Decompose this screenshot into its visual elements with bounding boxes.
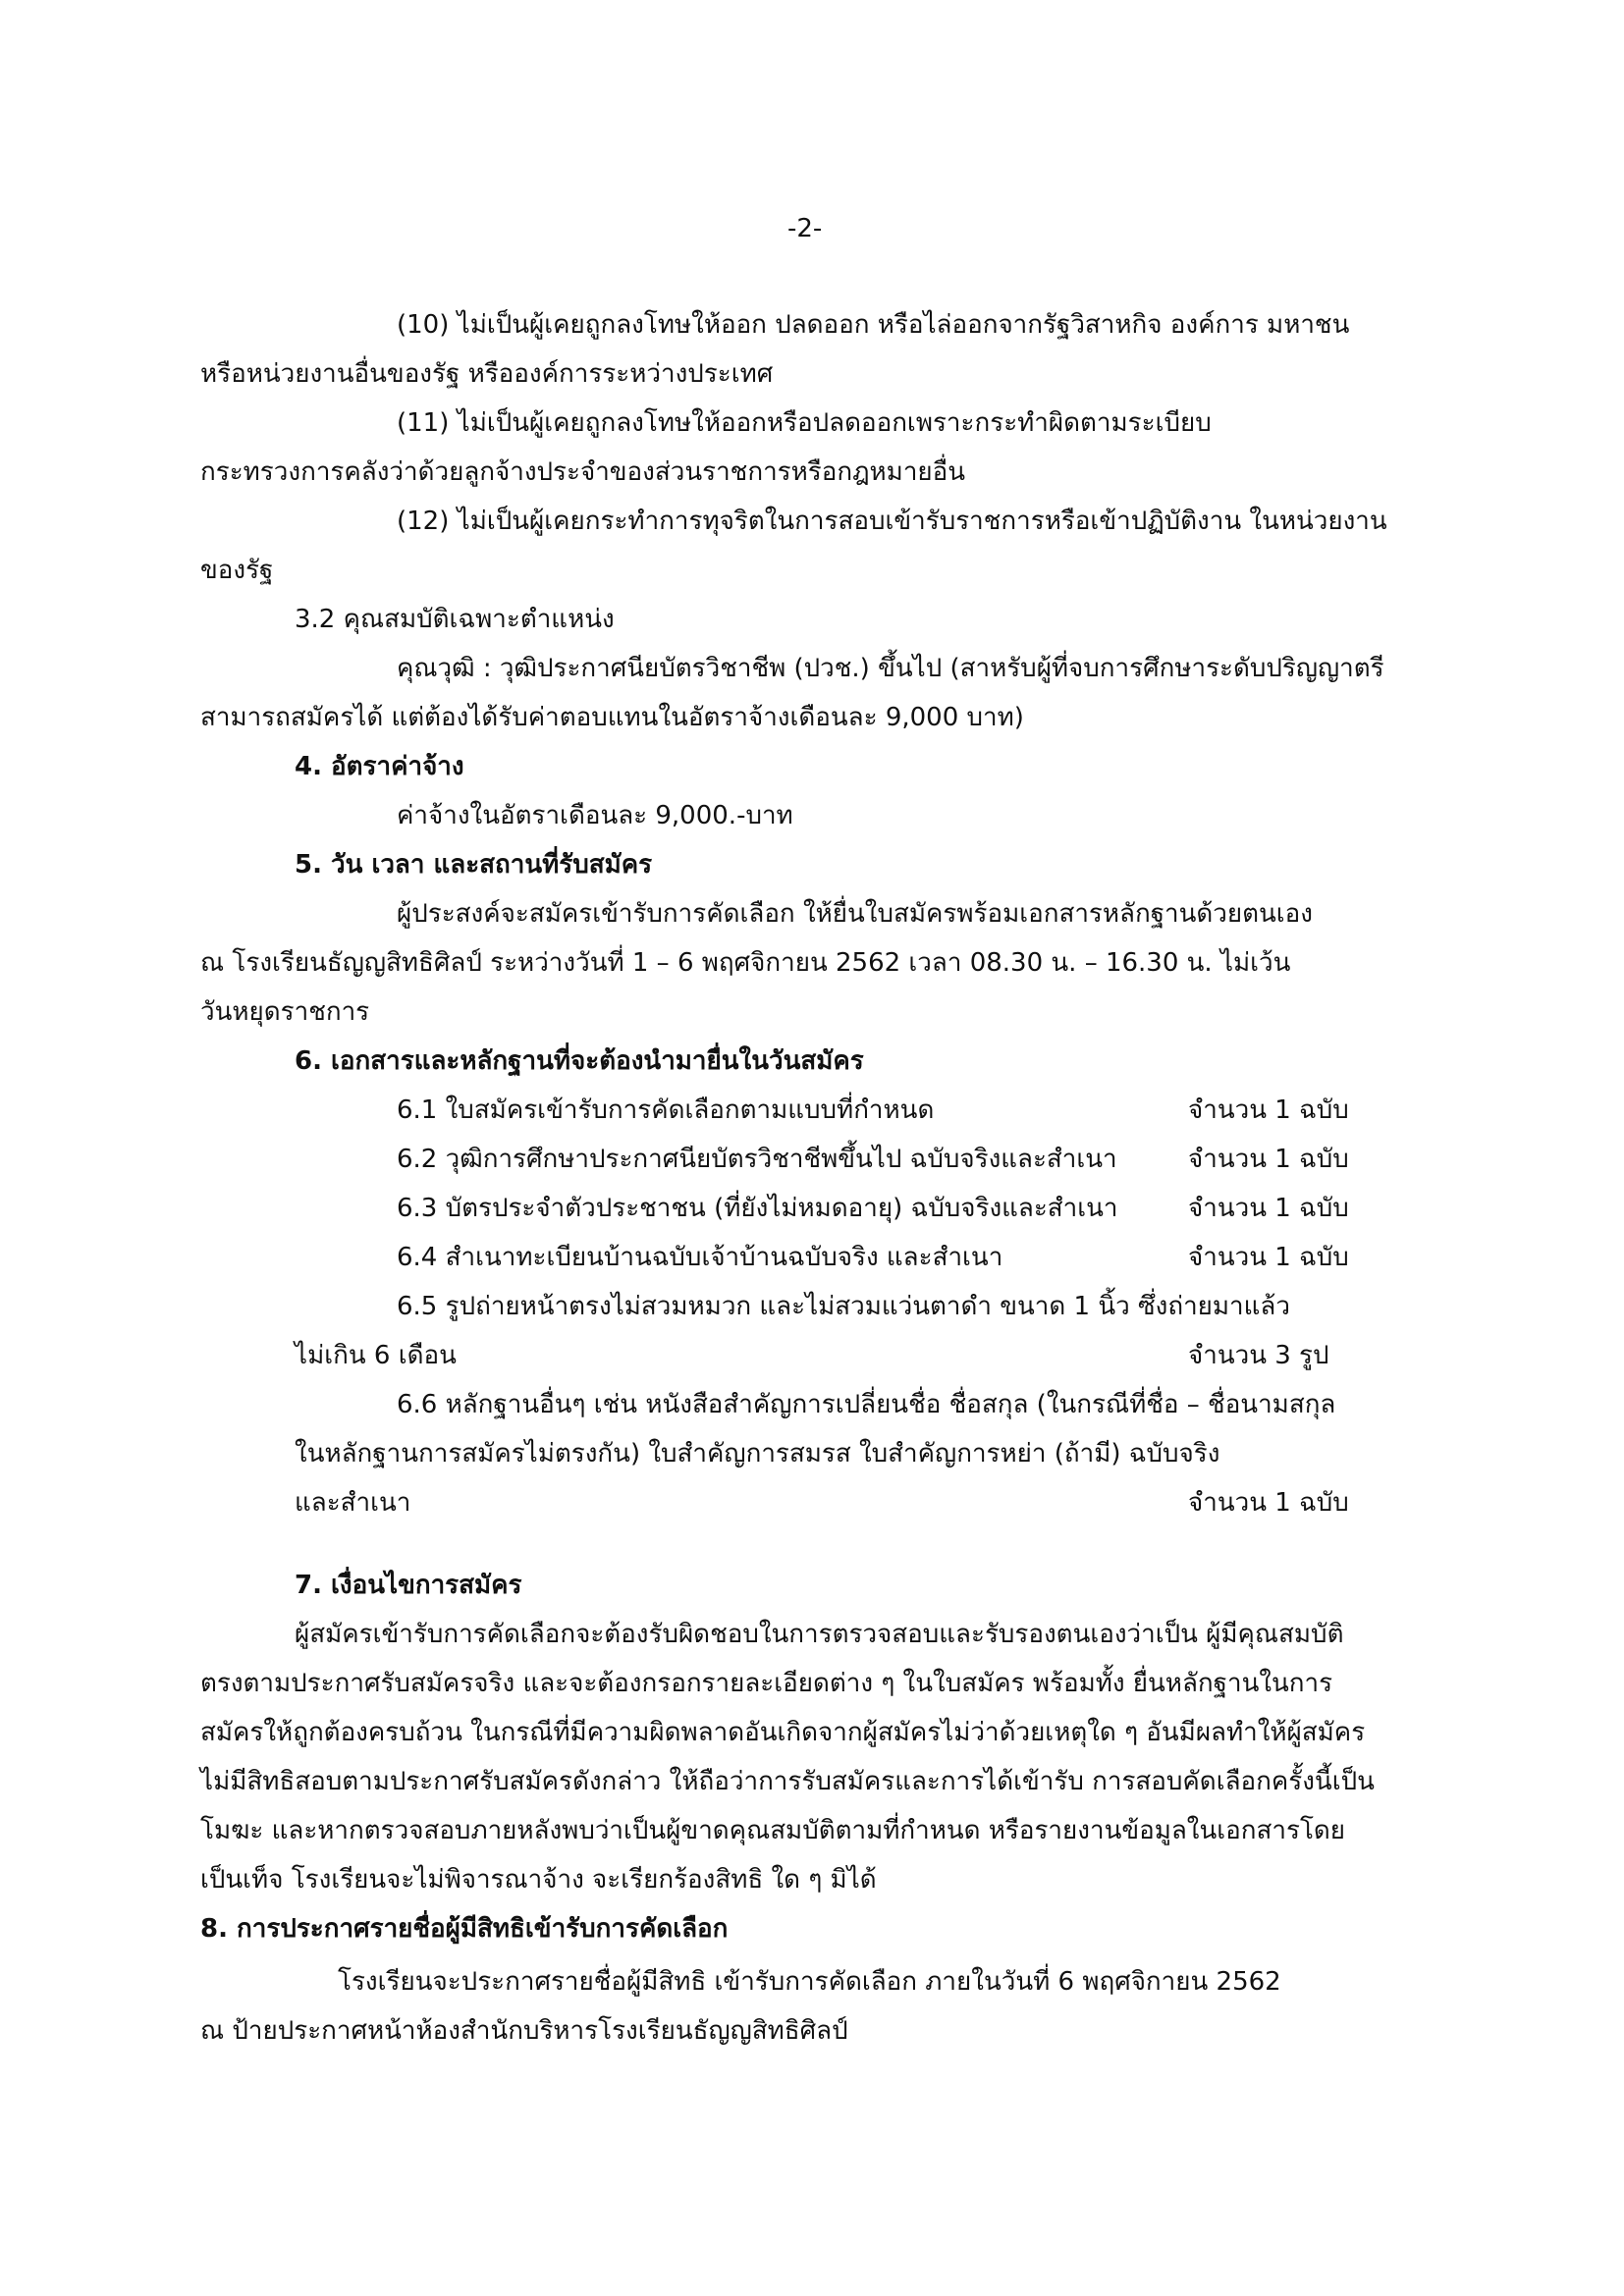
qualification-line-2: สามารถสมัครได้ แต่ต้องได้รับค่าตอบแทนในอัตราจ้างเดือนละ 9,000 บาท) — [200, 703, 1024, 732]
conditions-line-2: ตรงตามประกาศรับสมัครจริง และจะต้องกรอกรายละเอียดต่าง ๆ ในใบสมัคร พร้อมทั้ง ยื่นหลักฐานในการ — [200, 1669, 1333, 1698]
doc-item-6-6-line-1: 6.6 หลักฐานอื่นๆ เช่น หนังสือสำคัญการเปลี่ยนชื่อ ชื่อสกุล (ในกรณีที่ชื่อ – ชื่อนามสกุล — [397, 1390, 1336, 1419]
qualification-line-1: คุณวุฒิ : วุฒิประกาศนียบัตรวิชาชีพ (ปวช.) ขึ้นไป (สาหรับผู้ที่จบการศึกษาระดับปริญญาตรี — [397, 654, 1384, 683]
doc-item-6-4: 6.4 สำเนาทะเบียนบ้านฉบับเจ้าบ้านฉบับจริง และสำเนา — [397, 1243, 1003, 1272]
application-line-2: ณ โรงเรียนธัญญสิทธิศิลป์ ระหว่างวันที่ 1 – 6 พฤศจิกายน 2562 เวลา 08.30 น. – 16.30 น. ไม่เว้น — [200, 948, 1291, 978]
clause-10-line-1: (10) ไม่เป็นผู้เคยถูกลงโทษให้ออก ปลดออก หรือไล่ออกจากรัฐวิสาหกิจ องค์การ มหาชน — [397, 310, 1350, 340]
wage-text: ค่าจ้างในอัตราเดือนละ 9,000.-บาท — [397, 801, 793, 830]
doc-item-6-6-line-3: และสำเนา — [295, 1488, 411, 1518]
doc-item-6-1-quantity: จำนวน 1 ฉบับ — [1188, 1095, 1349, 1125]
section-5-heading: 5. วัน เวลา และสถานที่รับสมัคร — [295, 850, 653, 880]
clause-12-line-1: (12) ไม่เป็นผู้เคยกระทำการทุจริตในการสอบเข้ารับราชการหรือเข้าปฏิบัติงาน ในหน่วยงาน — [397, 507, 1387, 536]
page-number: -2- — [787, 214, 823, 243]
application-line-3: วันหยุดราชการ — [200, 997, 370, 1027]
clause-11-line-1: (11) ไม่เป็นผู้เคยถูกลงโทษให้ออกหรือปลดออกเพราะกระทำผิดตามระเบียบ — [397, 408, 1212, 438]
doc-item-6-6-line-2: ในหลักฐานการสมัครไม่ตรงกัน) ใบสำคัญการสมรส ใบสำคัญการหย่า (ถ้ามี) ฉบับจริง — [295, 1439, 1220, 1468]
section-6-heading: 6. เอกสารและหลักฐานที่จะต้องนำมายื่นในวันสมัคร — [295, 1046, 864, 1076]
clause-11-line-2: กระทรวงการคลังว่าด้วยลูกจ้างประจำของส่วนราชการหรือกฎหมายอื่น — [200, 457, 966, 487]
conditions-line-1: ผู้สมัครเข้ารับการคัดเลือกจะต้องรับผิดชอบในการตรวจสอบและรับรองตนเองว่าเป็น ผู้มีคุณสมบัติ — [295, 1620, 1344, 1649]
announcement-line-2: ณ ป้ายประกาศหน้าห้องสำนักบริหารโรงเรียนธัญญสิทธิศิลป์ — [200, 2016, 848, 2046]
doc-item-6-1: 6.1 ใบสมัครเข้ารับการคัดเลือกตามแบบที่กำหนด — [397, 1095, 935, 1125]
conditions-line-4: ไม่มีสิทธิสอบตามประกาศรับสมัครดังกล่าว ให้ถือว่าการรับสมัครและการได้เข้ารับ การสอบคัดเลือกครั้งนี้เป็น — [200, 1767, 1375, 1796]
doc-item-6-4-quantity: จำนวน 1 ฉบับ — [1188, 1243, 1349, 1272]
section-3-2-title: 3.2 คุณสมบัติเฉพาะตำแหน่ง — [295, 605, 615, 634]
application-line-1: ผู้ประสงค์จะสมัครเข้ารับการคัดเลือก ให้ยื่นใบสมัครพร้อมเอกสารหลักฐานด้วยตนเอง — [397, 899, 1313, 929]
doc-item-6-5-line-1: 6.5 รูปถ่ายหน้าตรงไม่สวมหมวก และไม่สวมแว่นตาดำ ขนาด 1 นิ้ว ซึ่งถ่ายมาแล้ว — [397, 1292, 1290, 1321]
section-4-heading: 4. อัตราค่าจ้าง — [295, 752, 464, 781]
doc-item-6-2-quantity: จำนวน 1 ฉบับ — [1188, 1145, 1349, 1174]
clause-10-line-2: หรือหน่วยงานอื่นของรัฐ หรือองค์การระหว่างประเทศ — [200, 359, 774, 389]
doc-item-6-3: 6.3 บัตรประจำตัวประชาชน (ที่ยังไม่หมดอายุ) ฉบับจริงและสำเนา — [397, 1194, 1118, 1223]
doc-item-6-6-quantity: จำนวน 1 ฉบับ — [1188, 1488, 1349, 1518]
clause-12-line-2: ของรัฐ — [200, 556, 274, 585]
section-8-heading: 8. การประกาศรายชื่อผู้มีสิทธิเข้ารับการคัดเลือก — [200, 1914, 729, 1944]
conditions-line-5: โมฆะ และหากตรวจสอบภายหลังพบว่าเป็นผู้ขาดคุณสมบัติตามที่กำหนด หรือรายงานข้อมูลในเอกสารโดย — [200, 1816, 1346, 1845]
conditions-line-6: เป็นเท็จ โรงเรียนจะไม่พิจารณาจ้าง จะเรียกร้องสิทธิ ใด ๆ มิได้ — [200, 1865, 877, 1895]
announcement-line-1: โรงเรียนจะประกาศรายชื่อผู้มีสิทธิ เข้ารับการคัดเลือก ภายในวันที่ 6 พฤศจิกายน 2562 — [338, 1967, 1281, 1997]
doc-item-6-5-line-2: ไม่เกิน 6 เดือน — [295, 1341, 457, 1370]
section-7-heading: 7. เงื่อนไขการสมัคร — [295, 1571, 522, 1600]
doc-item-6-3-quantity: จำนวน 1 ฉบับ — [1188, 1194, 1349, 1223]
doc-item-6-2: 6.2 วุฒิการศึกษาประกาศนียบัตรวิชาชีพขึ้นไป ฉบับจริงและสำเนา — [397, 1145, 1117, 1174]
conditions-line-3: สมัครให้ถูกต้องครบถ้วน ในกรณีที่มีความผิดพลาดอันเกิดจากผู้สมัครไม่ว่าด้วยเหตุใด ๆ อันมีผลทำให้ผู้สมัคร — [200, 1718, 1366, 1747]
doc-item-6-5-quantity: จำนวน 3 รูป — [1188, 1341, 1329, 1370]
